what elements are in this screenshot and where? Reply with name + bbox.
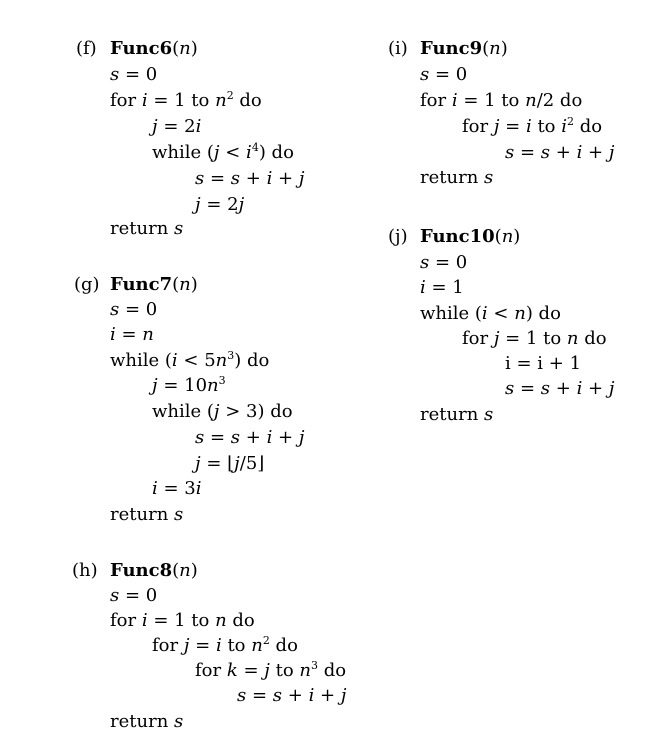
func6-line-4: while $(j < i^4)$ do xyxy=(152,141,294,163)
func10-label: (j) xyxy=(388,226,408,247)
func8-line-5: s = s + i + j xyxy=(237,685,347,706)
func9-header: Func9(n) xyxy=(420,38,508,59)
func7-header: Func7(n) xyxy=(110,274,198,295)
func8-label: (h) xyxy=(72,560,98,581)
func8-line-4: for k = j to $n^3$ do xyxy=(195,659,347,681)
func8-line-6: return s xyxy=(110,711,184,732)
func8-header: Func8(n) xyxy=(110,560,198,581)
func7-line-7: j = ⌊j/5⌋ xyxy=(195,453,265,474)
func7-line-4: $j = 10n^3$ xyxy=(152,374,226,396)
func7-line-2: i = n xyxy=(110,324,154,345)
func10-header: Func10(n) xyxy=(420,226,521,247)
func6-line-3: j = 2i xyxy=(152,116,202,137)
func6-header: Func6(n) xyxy=(110,38,198,59)
func6-line-2: for i = 1 to $n^2$ do xyxy=(110,89,262,111)
func10-line-4: for j = 1 to n do xyxy=(462,328,607,349)
func8-line-3: for j = i to $n^2$ do xyxy=(152,634,298,656)
func7-line-5: while (j > 3) do xyxy=(152,401,293,422)
func6-label: (f) xyxy=(76,38,97,59)
func7-line-1: s = 0 xyxy=(110,299,158,320)
func10-line-1: s = 0 xyxy=(420,252,468,273)
func6-line-7: return s xyxy=(110,218,184,239)
func6-line-6: j = 2j xyxy=(195,194,245,215)
func9-line-3: for j = i to $i^2$ do xyxy=(462,115,603,137)
func9-line-5: return s xyxy=(420,167,494,188)
func10-line-5: i = i + 1 xyxy=(505,353,582,374)
func6-line-5: s = s + i + j xyxy=(195,168,305,189)
func10-line-7: return s xyxy=(420,404,494,425)
func6-line-1: s = 0 xyxy=(110,64,158,85)
func10-line-6: s = s + i + j xyxy=(505,378,615,399)
func9-label: (i) xyxy=(388,38,408,59)
func7-line-6: s = s + i + j xyxy=(195,427,305,448)
func7-line-9: return s xyxy=(110,504,184,525)
func10-line-2: i = 1 xyxy=(420,277,464,298)
func8-line-2: for i = 1 to n do xyxy=(110,610,255,631)
func9-line-2: for i = 1 to n/2 do xyxy=(420,90,583,111)
func8-line-1: s = 0 xyxy=(110,585,158,606)
func7-line-8: i = 3i xyxy=(152,478,202,499)
func10-line-3: while (i < n) do xyxy=(420,303,561,324)
func9-line-1: s = 0 xyxy=(420,64,468,85)
func7-label: (g) xyxy=(74,274,100,295)
func9-line-4: s = s + i + j xyxy=(505,142,615,163)
func7-line-3: while $(i < 5n^3)$ do xyxy=(110,349,270,371)
